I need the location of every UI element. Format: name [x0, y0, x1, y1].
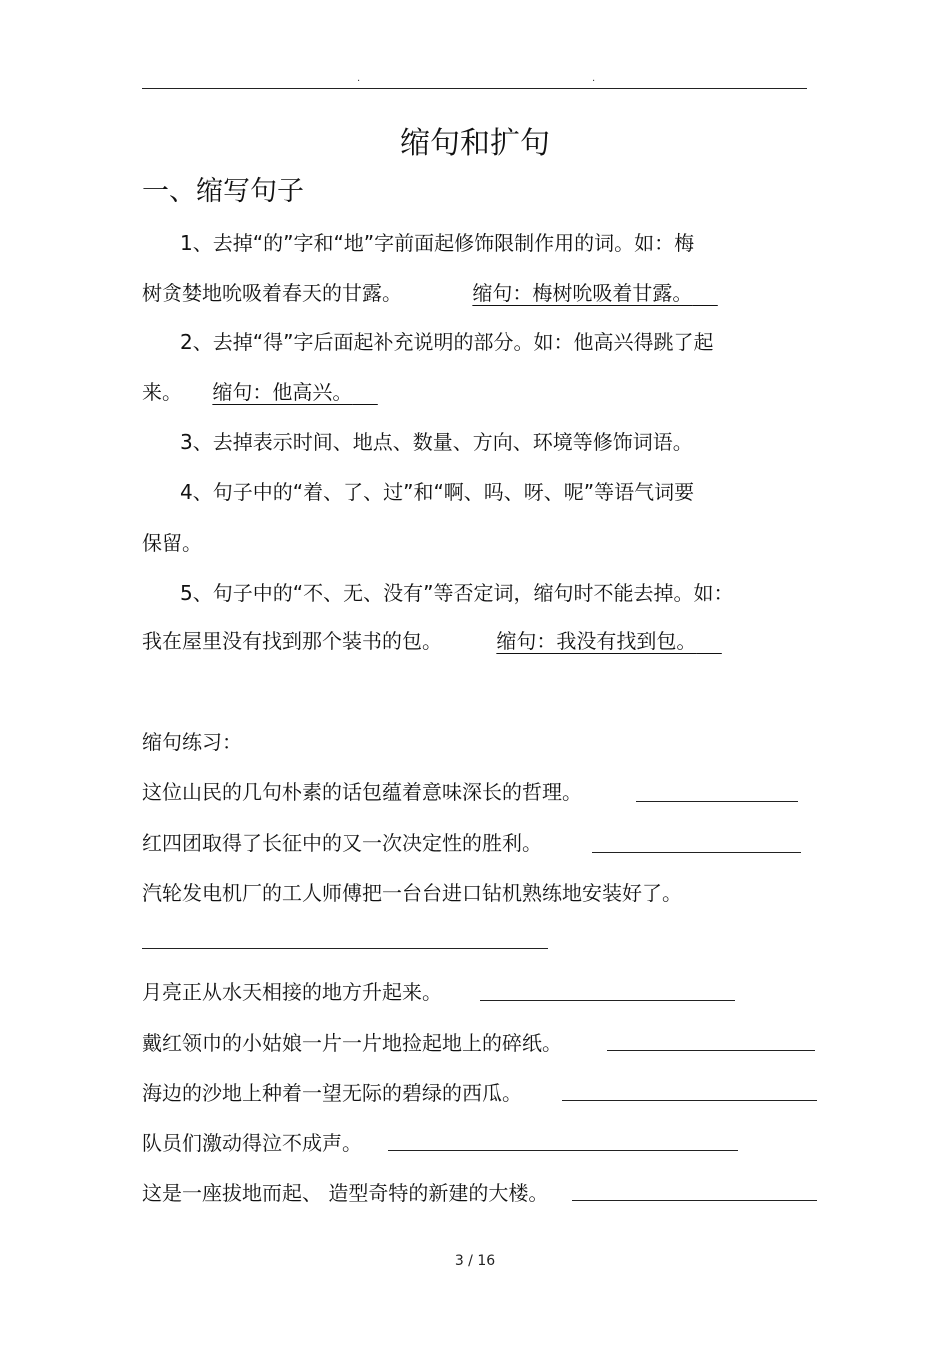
answer-blank-7[interactable] — [388, 1150, 738, 1151]
rule-5-example: 我在屋里没有找到那个装书的包。 — [142, 629, 442, 653]
page-title: 缩句和扩句 — [400, 126, 550, 161]
practice-label: 缩句练习： — [142, 730, 242, 754]
practice-item-6: 海边的沙地上种着一望无际的碧绿的西瓜。 — [142, 1081, 522, 1105]
section-heading: 一、缩写句子 — [142, 176, 304, 207]
rule-2-example: 来。 — [142, 380, 182, 404]
rule-1-line1: 1、去掉“的”字和“地”字前面起修饰限制作用的词。如：梅 — [180, 231, 695, 255]
page-number: 3 / 16 — [454, 1253, 496, 1269]
answer-blank-3[interactable] — [142, 948, 548, 949]
rule-2-line1: 2、去掉“得”字后面起补充说明的部分。如：他高兴得跳了起 — [180, 330, 714, 354]
answer-blank-1[interactable] — [636, 801, 798, 802]
answer-blank-8[interactable] — [572, 1200, 817, 1201]
practice-item-4: 月亮正从水天相接的地方升起来。 — [142, 980, 442, 1004]
practice-item-3: 汽轮发电机厂的工人师傅把一台台进口钻机熟练地安装好了。 — [142, 881, 682, 905]
rule-1-line2 — [142, 279, 718, 307]
rule-5-line1: 5、句子中的“不、无、没有”等否定词，缩句时不能去掉。如： — [180, 581, 734, 605]
practice-item-1: 这位山民的几句朴素的话包蕴着意味深长的哲理。 — [142, 780, 582, 804]
practice-item-2: 红四团取得了长征中的又一次决定性的胜利。 — [142, 831, 542, 855]
rule-2-answer: 缩句：他高兴。 — [212, 380, 353, 404]
rule-3-line1: 3、去掉表示时间、地点、数量、方向、环境等修饰词语。 — [180, 430, 693, 454]
practice-item-5: 戴红领巾的小姑娘一片一片地捡起地上的碎纸。 — [142, 1031, 562, 1055]
answer-blank-6[interactable] — [562, 1100, 817, 1101]
rule-4-line1: 4、句子中的“着、了、过”和“啊、吗、呀、呢”等语气词要 — [180, 480, 695, 504]
rule-5-line2 — [142, 627, 722, 655]
practice-item-7: 队员们激动得泣不成声。 — [142, 1131, 362, 1155]
rule-4-line2: 保留。 — [142, 531, 202, 555]
answer-blank-4[interactable] — [480, 1000, 735, 1001]
header-dot-right: . — [592, 73, 596, 84]
rule-5-answer: 缩句：我没有找到包。 — [496, 629, 697, 653]
answer-blank-5[interactable] — [607, 1050, 815, 1051]
header-rule — [142, 88, 807, 89]
header-dot-left: . — [357, 73, 361, 84]
practice-item-8: 这是一座拔地而起、 造型奇特的新建的大楼。 — [142, 1181, 549, 1205]
rule-1-example: 树贪婪地吮吸着春天的甘露。 — [142, 281, 402, 305]
rule-1-answer: 缩句：梅树吮吸着甘露。 — [472, 281, 693, 305]
rule-2-line2 — [142, 378, 378, 406]
answer-blank-2[interactable] — [592, 852, 801, 853]
